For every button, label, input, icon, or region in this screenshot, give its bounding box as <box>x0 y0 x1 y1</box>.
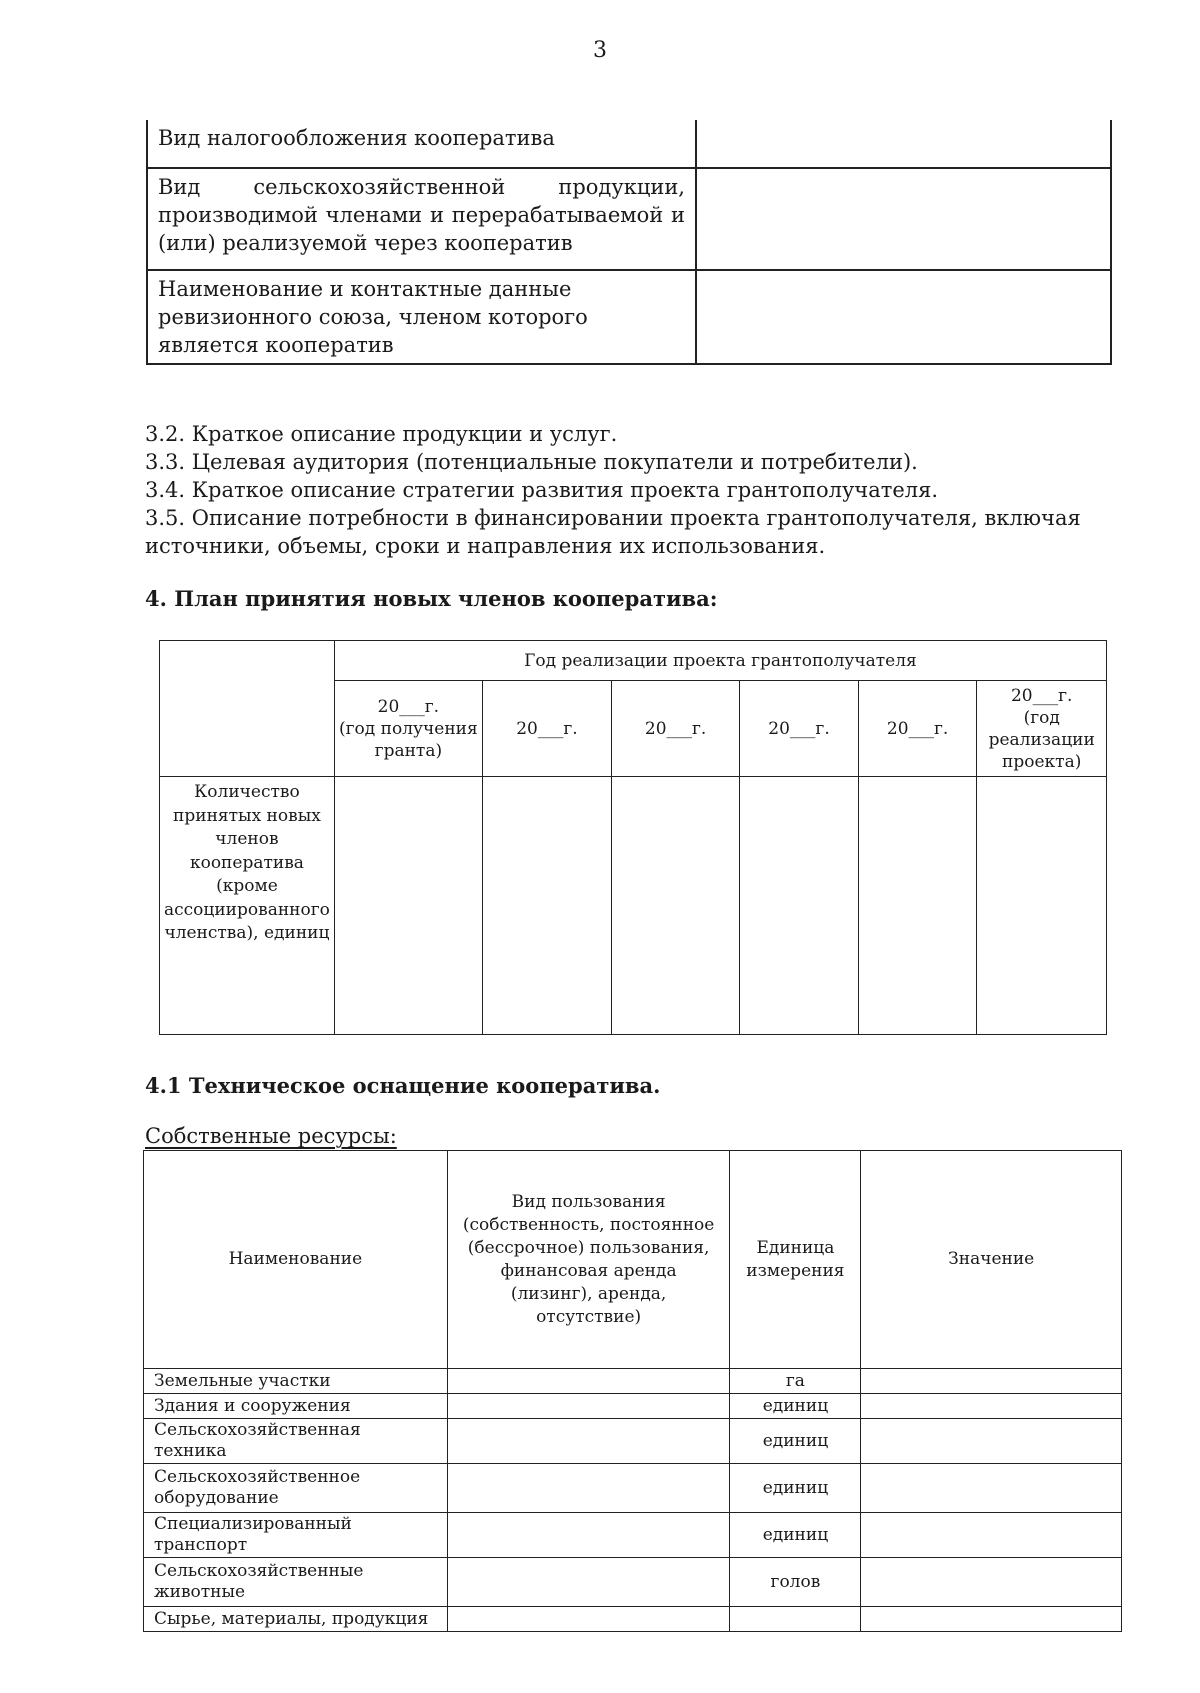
paragraph: 3.5. Описание потребности в финансировании проекта грантополучателя, включая источники, объемы, сроки и направления их использования. <box>145 506 1081 558</box>
column-header: Единица измерения <box>730 1151 861 1369</box>
usage-cell <box>447 1419 730 1464</box>
resource-name: Сельскохозяйственное оборудование <box>144 1464 448 1513</box>
table-row <box>147 270 1111 364</box>
info-value <box>696 120 1111 168</box>
page-number: 3 <box>593 38 607 63</box>
table-row <box>144 1513 1122 1558</box>
value-cell <box>334 777 482 1035</box>
value-cell <box>861 1558 1122 1607</box>
info-label: Вид сельскохозяйственной продукции, производимой членами и перерабатываемой и (или) реализуемой через кооператив <box>147 168 696 270</box>
value-cell <box>861 1369 1122 1394</box>
resource-name: Земельные участки <box>144 1369 448 1394</box>
table-row <box>144 1464 1122 1513</box>
year: 20___г. <box>886 718 949 739</box>
resource-unit <box>730 1607 861 1632</box>
year-header <box>740 681 859 777</box>
section4-title: 4. План принятия новых членов кооператива: <box>145 586 718 611</box>
resource-name: Сельскохозяйственная техника <box>144 1419 448 1464</box>
value-cell <box>861 1513 1122 1558</box>
resources-table <box>143 1150 1122 1632</box>
resource-name: Здания и сооружения <box>144 1394 448 1419</box>
usage-cell <box>447 1369 730 1394</box>
membership-plan-table <box>159 640 1107 1035</box>
year-note: (год получения гранта) <box>339 718 478 761</box>
resource-unit: единиц <box>730 1513 861 1558</box>
table-row <box>147 120 1111 168</box>
corner-cell <box>160 641 335 777</box>
resource-name: Сырье, материалы, продукция <box>144 1607 448 1632</box>
resource-unit: га <box>730 1369 861 1394</box>
value-cell <box>740 777 859 1035</box>
table-header-row <box>144 1151 1122 1369</box>
info-value <box>696 168 1111 270</box>
paragraph: 3.3. Целевая аудитория (потенциальные покупатели и потребители). <box>145 450 918 474</box>
year-header <box>611 681 739 777</box>
info-label: Наименование и контактные данные ревизионного союза, членом которого является кооператив <box>147 270 696 364</box>
table-row <box>160 777 1107 1035</box>
year-note: (год реализации проекта) <box>988 707 1095 772</box>
plan-header: Год реализации проекта грантополучателя <box>334 641 1106 681</box>
resource-name: Сельскохозяйственные животные <box>144 1558 448 1607</box>
year: 20___г. <box>768 718 830 739</box>
year: 20___г. <box>516 718 578 739</box>
table-row <box>144 1369 1122 1394</box>
resource-unit: единиц <box>730 1394 861 1419</box>
value-cell <box>861 1607 1122 1632</box>
table-row <box>144 1558 1122 1607</box>
year-header <box>334 681 482 777</box>
year-header <box>977 681 1107 777</box>
table-row <box>144 1394 1122 1419</box>
value-cell <box>611 777 739 1035</box>
info-value <box>696 270 1111 364</box>
value-cell <box>861 1394 1122 1419</box>
paragraph: 3.2. Краткое описание продукции и услуг. <box>145 422 618 446</box>
value-cell <box>482 777 611 1035</box>
table-row <box>147 168 1111 270</box>
row-label: Количество принятых новых членов кооператива (кроме ассоциированного членства), единиц <box>160 777 335 1035</box>
usage-cell <box>447 1558 730 1607</box>
column-header: Значение <box>861 1151 1122 1369</box>
column-header: Наименование <box>144 1151 448 1369</box>
value-cell <box>861 1464 1122 1513</box>
table-row <box>144 1607 1122 1632</box>
table-row <box>144 1419 1122 1464</box>
column-header: Вид пользования (собственность, постоянное (бессрочное) пользования, финансовая аренда (лизинг), аренда, отсутствие) <box>447 1151 730 1369</box>
section41-title: 4.1 Техническое оснащение кооператива. <box>145 1073 661 1098</box>
info-label: Вид налогообложения кооператива <box>147 120 696 168</box>
value-cell <box>858 777 977 1035</box>
value-cell <box>977 777 1107 1035</box>
value-cell <box>861 1419 1122 1464</box>
own-resources-label: Собственные ресурсы: <box>145 1124 397 1148</box>
resource-unit: голов <box>730 1558 861 1607</box>
usage-cell <box>447 1513 730 1558</box>
year: 20___г. <box>1010 685 1073 706</box>
resource-unit: единиц <box>730 1464 861 1513</box>
section3-paragraphs <box>145 420 1135 560</box>
year-header <box>858 681 977 777</box>
year-header <box>482 681 611 777</box>
year: 20___г. <box>644 718 707 739</box>
usage-cell <box>447 1464 730 1513</box>
table-row <box>160 641 1107 681</box>
year: 20___г. <box>377 696 440 717</box>
resource-name: Специализированный транспорт <box>144 1513 448 1558</box>
usage-cell <box>447 1607 730 1632</box>
resource-unit: единиц <box>730 1419 861 1464</box>
paragraph: 3.4. Краткое описание стратегии развития проекта грантополучателя. <box>145 478 939 502</box>
cooperative-info-table <box>146 120 1112 365</box>
usage-cell <box>447 1394 730 1419</box>
